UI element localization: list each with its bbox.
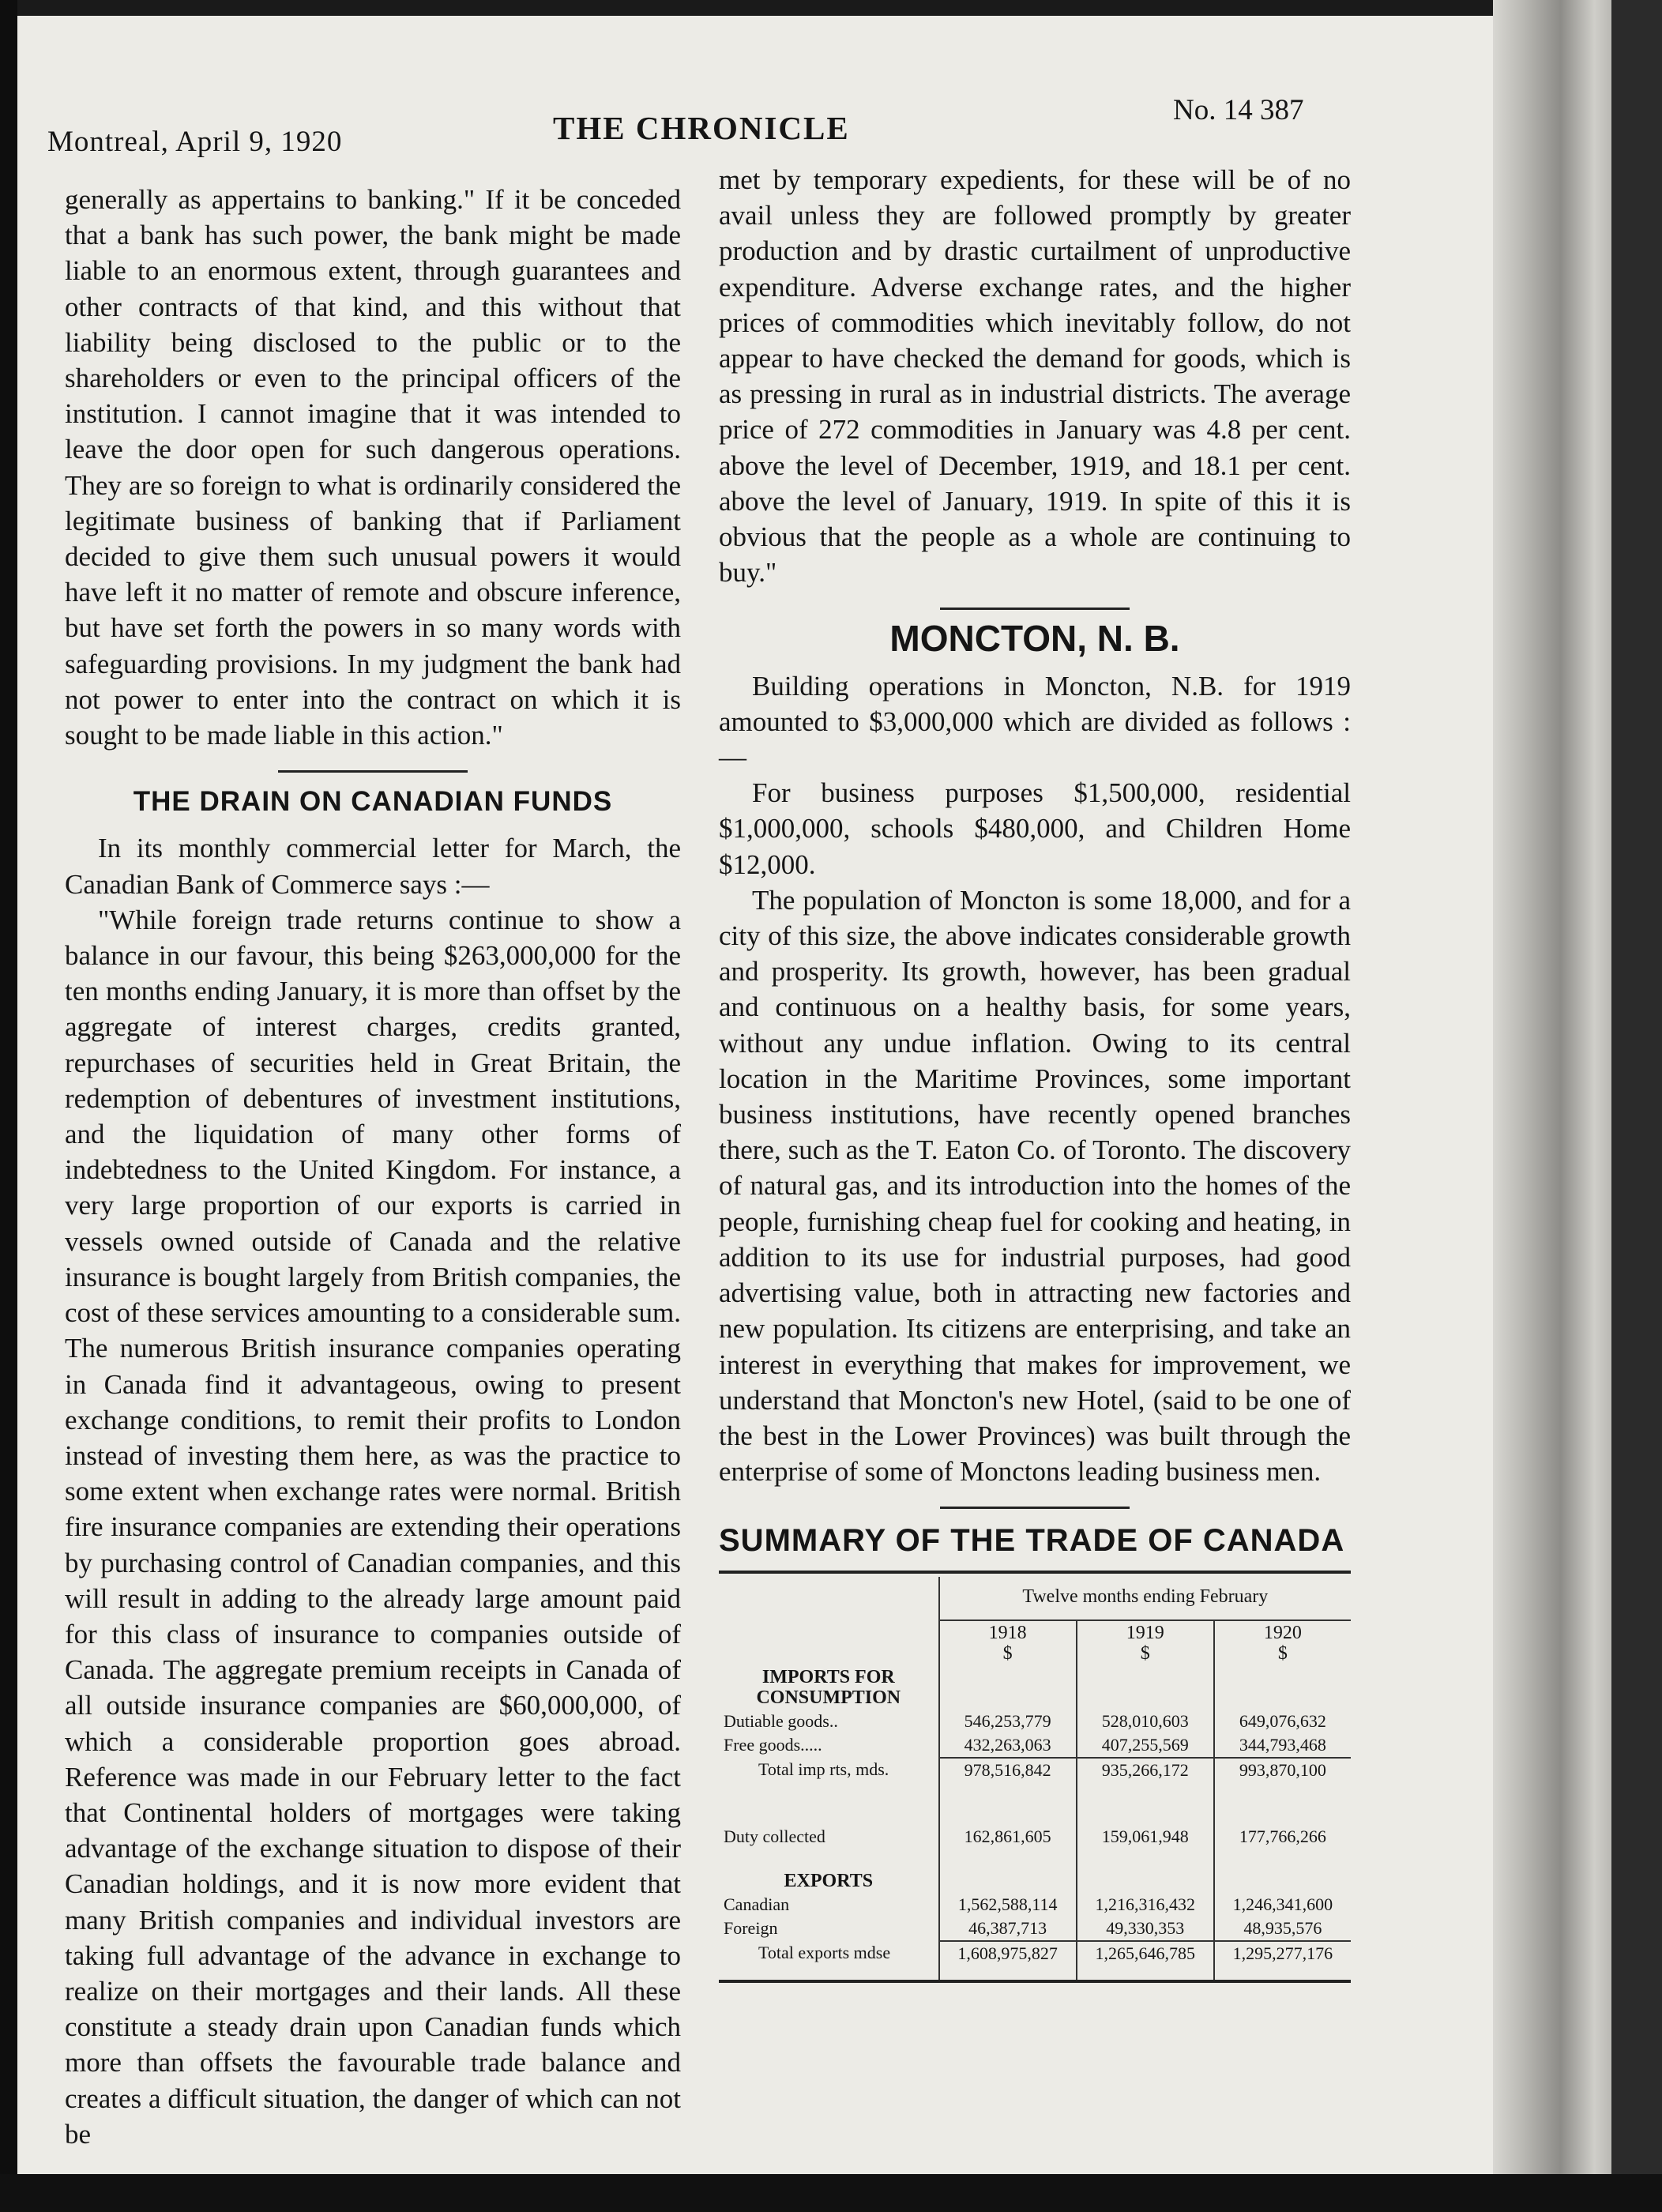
- table-cell: 48,935,576: [1214, 1917, 1351, 1941]
- year-1920: 1920: [1263, 1622, 1302, 1643]
- summary-heading: SUMMARY OF THE TRADE OF CANADA: [719, 1523, 1345, 1559]
- row-label: Foreign: [724, 1917, 778, 1938]
- table-cell: 546,253,779: [939, 1710, 1077, 1733]
- section-divider: [940, 1507, 1130, 1509]
- table-cell: 1,562,588,114: [939, 1893, 1077, 1917]
- section-divider: [278, 770, 468, 773]
- drain-body: "While foreign trade returns continue to show a balance in our favour, this being $263,000,000 for the ten months ending January, it is more than offset by the aggregate of interest charges, credits granted, repurchases of securities held in Great Britain, the redemption of debentures of investment institutions, and the liquidation of many other forms of indebtedness to the United Kingdom. For instance, a very large proportion of our exports is carried in vessels owned outside of Canada and the relative insurance is bought largely from British companies, the cost of these services amounting to a considerable sum. The numerous British insurance companies operating in Canada find it advantageous, owing to present exchange conditions, to remit their profits to London instead of investing them here, as was the practice to some extent when exchange rates were normal. British fire insurance companies are extending their operations by purchasing control of Canadian companies, and this will result in adding to the already large amount paid for this class of insurance to companies outside of Canada. The aggregate premium receipts in Canada of all outside insurance companies are $60,000,000, of which a considerable proportion goes abroad. Reference was made in our February letter to the fact that Continental holders of mortgages were taking advantage of the exchange situation to dispose of their Canadian holdings, and it is now more evident that many British companies and individual investors are taking full advantage of the advance in exchange to realize on their mortgages and their lands. All these constitute a steady drain upon Canadian funds which more than offsets the favourable trade balance and creates a difficult situation, the danger of which can not be: [65, 904, 681, 2150]
- table-cell: 432,263,063: [939, 1733, 1077, 1758]
- row-label: Dutiable goods..: [724, 1710, 838, 1731]
- table-cell: 935,266,172: [1077, 1758, 1214, 1782]
- table-cell: 649,076,632: [1214, 1710, 1351, 1733]
- table-cell: 1,608,975,827: [939, 1941, 1077, 1966]
- year-1918: 1918: [988, 1622, 1027, 1643]
- left-column: [65, 182, 681, 2152]
- imports-heading: IMPORTS FOR CONSUMPTION: [756, 1666, 901, 1708]
- row-label: Canadian: [724, 1894, 790, 1914]
- table-cell: 344,793,468: [1214, 1733, 1351, 1758]
- unit-1918: $: [1002, 1642, 1013, 1664]
- table-row: [719, 1758, 1351, 1782]
- table-cell: 162,861,605: [939, 1825, 1077, 1849]
- header-date: Montreal, April 9, 1920: [47, 126, 343, 158]
- moncton-para-1: Building operations in Moncton, N.B. for 1919 amounted to $3,000,000 which are divided as follows :—: [719, 670, 1351, 773]
- right-column: [719, 162, 1351, 1986]
- row-label: Free goods.....: [724, 1734, 822, 1755]
- table-cell: 1,216,316,432: [1077, 1893, 1214, 1917]
- table-cell: 1,246,341,600: [1214, 1893, 1351, 1917]
- table-cell: 993,870,100: [1214, 1758, 1351, 1782]
- row-label: Total imp rts, mds.: [758, 1759, 889, 1779]
- header-page-number: No. 14 387: [1173, 94, 1304, 126]
- table-row: [719, 1917, 1351, 1941]
- unit-1919: $: [1140, 1642, 1150, 1664]
- drain-intro: In its monthly commercial letter for March, the Canadian Bank of Commerce says :—: [65, 833, 681, 900]
- scan-edge-top: [0, 0, 1662, 16]
- table-cell: 1,295,277,176: [1214, 1941, 1351, 1966]
- row-label: Duty collected: [724, 1826, 825, 1846]
- unit-1920: $: [1277, 1642, 1288, 1664]
- exports-heading: EXPORTS: [784, 1870, 874, 1891]
- table-cell: 407,255,569: [1077, 1733, 1214, 1758]
- table-cell: 49,330,353: [1077, 1917, 1214, 1941]
- table-row: [719, 1893, 1351, 1917]
- table-cell: 159,061,948: [1077, 1825, 1214, 1849]
- trade-summary-table: [719, 1571, 1351, 1986]
- period-label: Twelve months ending February: [939, 1577, 1351, 1620]
- book-spine-shadow: [1611, 0, 1662, 2212]
- table-row: [719, 1710, 1351, 1733]
- drain-heading: THE DRAIN ON CANADIAN FUNDS: [133, 786, 613, 818]
- drain-continuation: met by temporary expedients, for these will be of no avail unless they are followed promptly by greater production and by drastic curtailment of unproductive expenditure. Adverse exchange rates, and the higher prices of commodities which inevitably follow, do not appear to have checked the demand for goods, which is as pressing in rural as in industrial districts. The average price of 272 commodities in January was 4.8 per cent. above the level of December, 1919, and 18.1 per cent. above the level of January, 1919. In spite of this it is obvious that the people as a whole are continuing to buy.": [719, 164, 1351, 589]
- page-header: [47, 93, 1343, 164]
- table-cell: 528,010,603: [1077, 1710, 1214, 1733]
- moncton-heading: MONCTON, N. B.: [889, 618, 1180, 660]
- scan-edge-bottom: [0, 2174, 1662, 2212]
- year-1919: 1919: [1126, 1622, 1164, 1643]
- quote-continuation: generally as appertains to banking." If it be conceded that a bank has such power, the bank might be made liable to an enormous extent, through guarantees and other contracts of that kind, and this without that liability being disclosed to the public or to the shareholders or even to the principal officers of the institution. I cannot imagine that it was intended to leave the door open for such dangerous operations. They are so foreign to what is ordinarily considered the legitimate business of banking that if Parliament decided to give them such unusual powers it would have left it no matter of remote and obscure inference, but have set forth the powers in so many words with safeguarding provisions. In my judgment the bank had not power to enter into the contract on which it is sought to be made liable in this action.": [65, 184, 681, 751]
- table-row: [719, 1733, 1351, 1758]
- table-cell: 46,387,713: [939, 1917, 1077, 1941]
- table-cell: 978,516,842: [939, 1758, 1077, 1782]
- table-row: [719, 1825, 1351, 1849]
- table-cell: 1,265,646,785: [1077, 1941, 1214, 1966]
- table-cell: 177,766,266: [1214, 1825, 1351, 1849]
- scan-edge-left: [0, 0, 17, 2212]
- table-row: [719, 1941, 1351, 1966]
- moncton-para-3: The population of Moncton is some 18,000, and for a city of this size, the above indicates considerable growth and prosperity. Its growth, however, has been gradual and continuous on a healthy basis, for some years, without any undue inflation. Owing to its central location in the Maritime Provinces, some important business institutions, have recently opened branches there, such as the T. Eaton Co. of Toronto. The discovery of natural gas, and its introduction into the homes of the people, furnishing cheap fuel for cooking and heating, in addition to its use for industrial purposes, had good advertising value, both in attracting new factories and new population. Its citizens are enterprising, and take an interest in everything that makes for improvement, we understand that Moncton's new Hotel, (said to be one of the best in the Lower Provinces) was built through the enterprise of some of Monctons leading business men.: [719, 884, 1351, 1488]
- moncton-para-2: For business purposes $1,500,000, residential $1,000,000, schools $480,000, and Children Home $12,000.: [719, 777, 1351, 880]
- header-title: THE CHRONICLE: [553, 110, 850, 146]
- row-label: Total exports mdse: [758, 1942, 891, 1962]
- section-divider: [940, 608, 1130, 610]
